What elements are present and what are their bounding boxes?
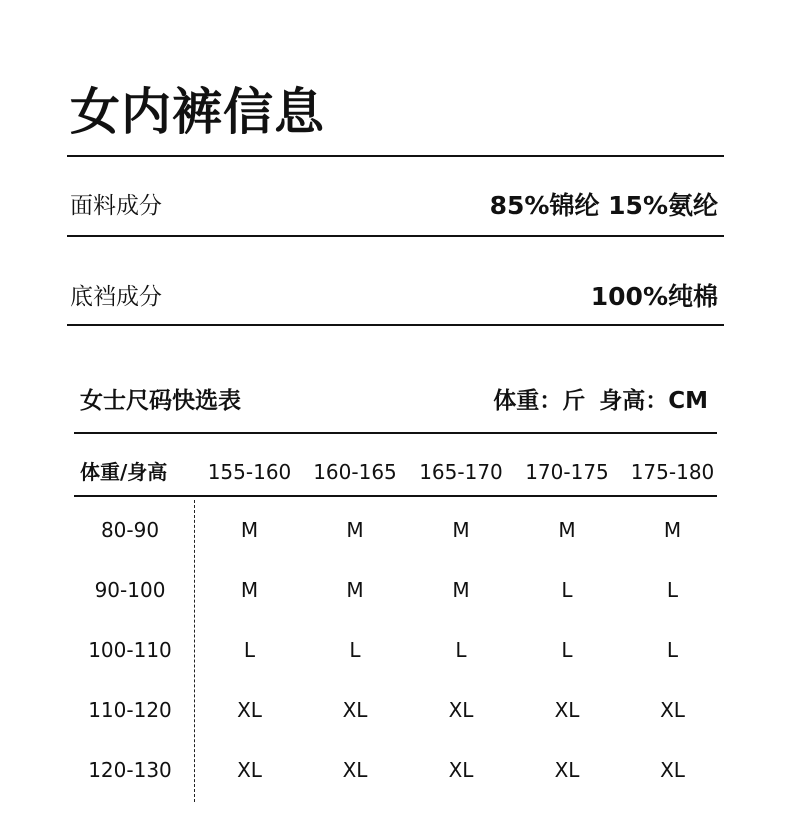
- weight-cell: 80-90: [100, 518, 160, 542]
- size-cell: L: [349, 638, 361, 662]
- size-cell: XL: [660, 758, 685, 782]
- size-cell: L: [561, 638, 573, 662]
- size-cell: M: [558, 518, 576, 542]
- table-header-rule: [74, 495, 717, 497]
- weight-cell: 100-110: [88, 638, 172, 662]
- size-cell: L: [666, 578, 679, 602]
- crotch-divider: [67, 324, 724, 326]
- size-cell: XL: [660, 698, 685, 722]
- size-cell: XL: [237, 758, 262, 782]
- crotch-value: 100%纯棉: [590, 282, 718, 311]
- size-cell: XL: [237, 698, 262, 722]
- height-column-header: 160-165: [313, 460, 397, 484]
- page-title: 女内裤信息: [70, 83, 325, 141]
- height-column-header: 165-170: [419, 460, 503, 484]
- size-cell: M: [452, 578, 470, 602]
- size-cell: M: [346, 578, 364, 602]
- size-cell: XL: [448, 758, 474, 782]
- size-cell: XL: [342, 758, 368, 782]
- weight-cell: 120-130: [88, 758, 172, 782]
- weight-cell: 90-100: [94, 578, 166, 602]
- crotch-label: 底裆成分: [70, 284, 162, 310]
- weight-cell: 110-120: [88, 698, 172, 722]
- size-cell: L: [561, 578, 573, 602]
- table-row: [0, 630, 790, 670]
- fabric-divider: [67, 235, 724, 237]
- size-chart-title: 女士尺码快选表: [80, 388, 241, 414]
- table-row: [0, 690, 790, 730]
- table-row: [0, 510, 790, 550]
- size-cell: M: [663, 518, 682, 542]
- size-cell: L: [455, 638, 467, 662]
- size-cell: XL: [554, 698, 580, 722]
- height-column-header: 175-180: [630, 460, 715, 484]
- size-cell: L: [666, 638, 679, 662]
- table-top-rule: [74, 432, 717, 434]
- corner-header: 体重/身高: [80, 460, 168, 484]
- size-cell: M: [452, 518, 470, 542]
- height-column-header: 155-160: [207, 460, 292, 484]
- size-cell: XL: [554, 758, 580, 782]
- size-cell: M: [346, 518, 364, 542]
- size-cell: M: [240, 518, 259, 542]
- table-row: [0, 750, 790, 790]
- size-chart-units: 体重：斤 身高：CM: [493, 388, 708, 414]
- size-cell: M: [240, 578, 259, 602]
- title-divider: [67, 155, 724, 157]
- size-cell: L: [243, 638, 256, 662]
- table-row: [0, 570, 790, 610]
- size-cell: XL: [342, 698, 368, 722]
- height-column-header: 170-175: [525, 460, 609, 484]
- fabric-value: 85%锦纶 15%氨纶: [489, 191, 718, 220]
- fabric-label: 面料成分: [70, 193, 162, 219]
- size-cell: XL: [448, 698, 474, 722]
